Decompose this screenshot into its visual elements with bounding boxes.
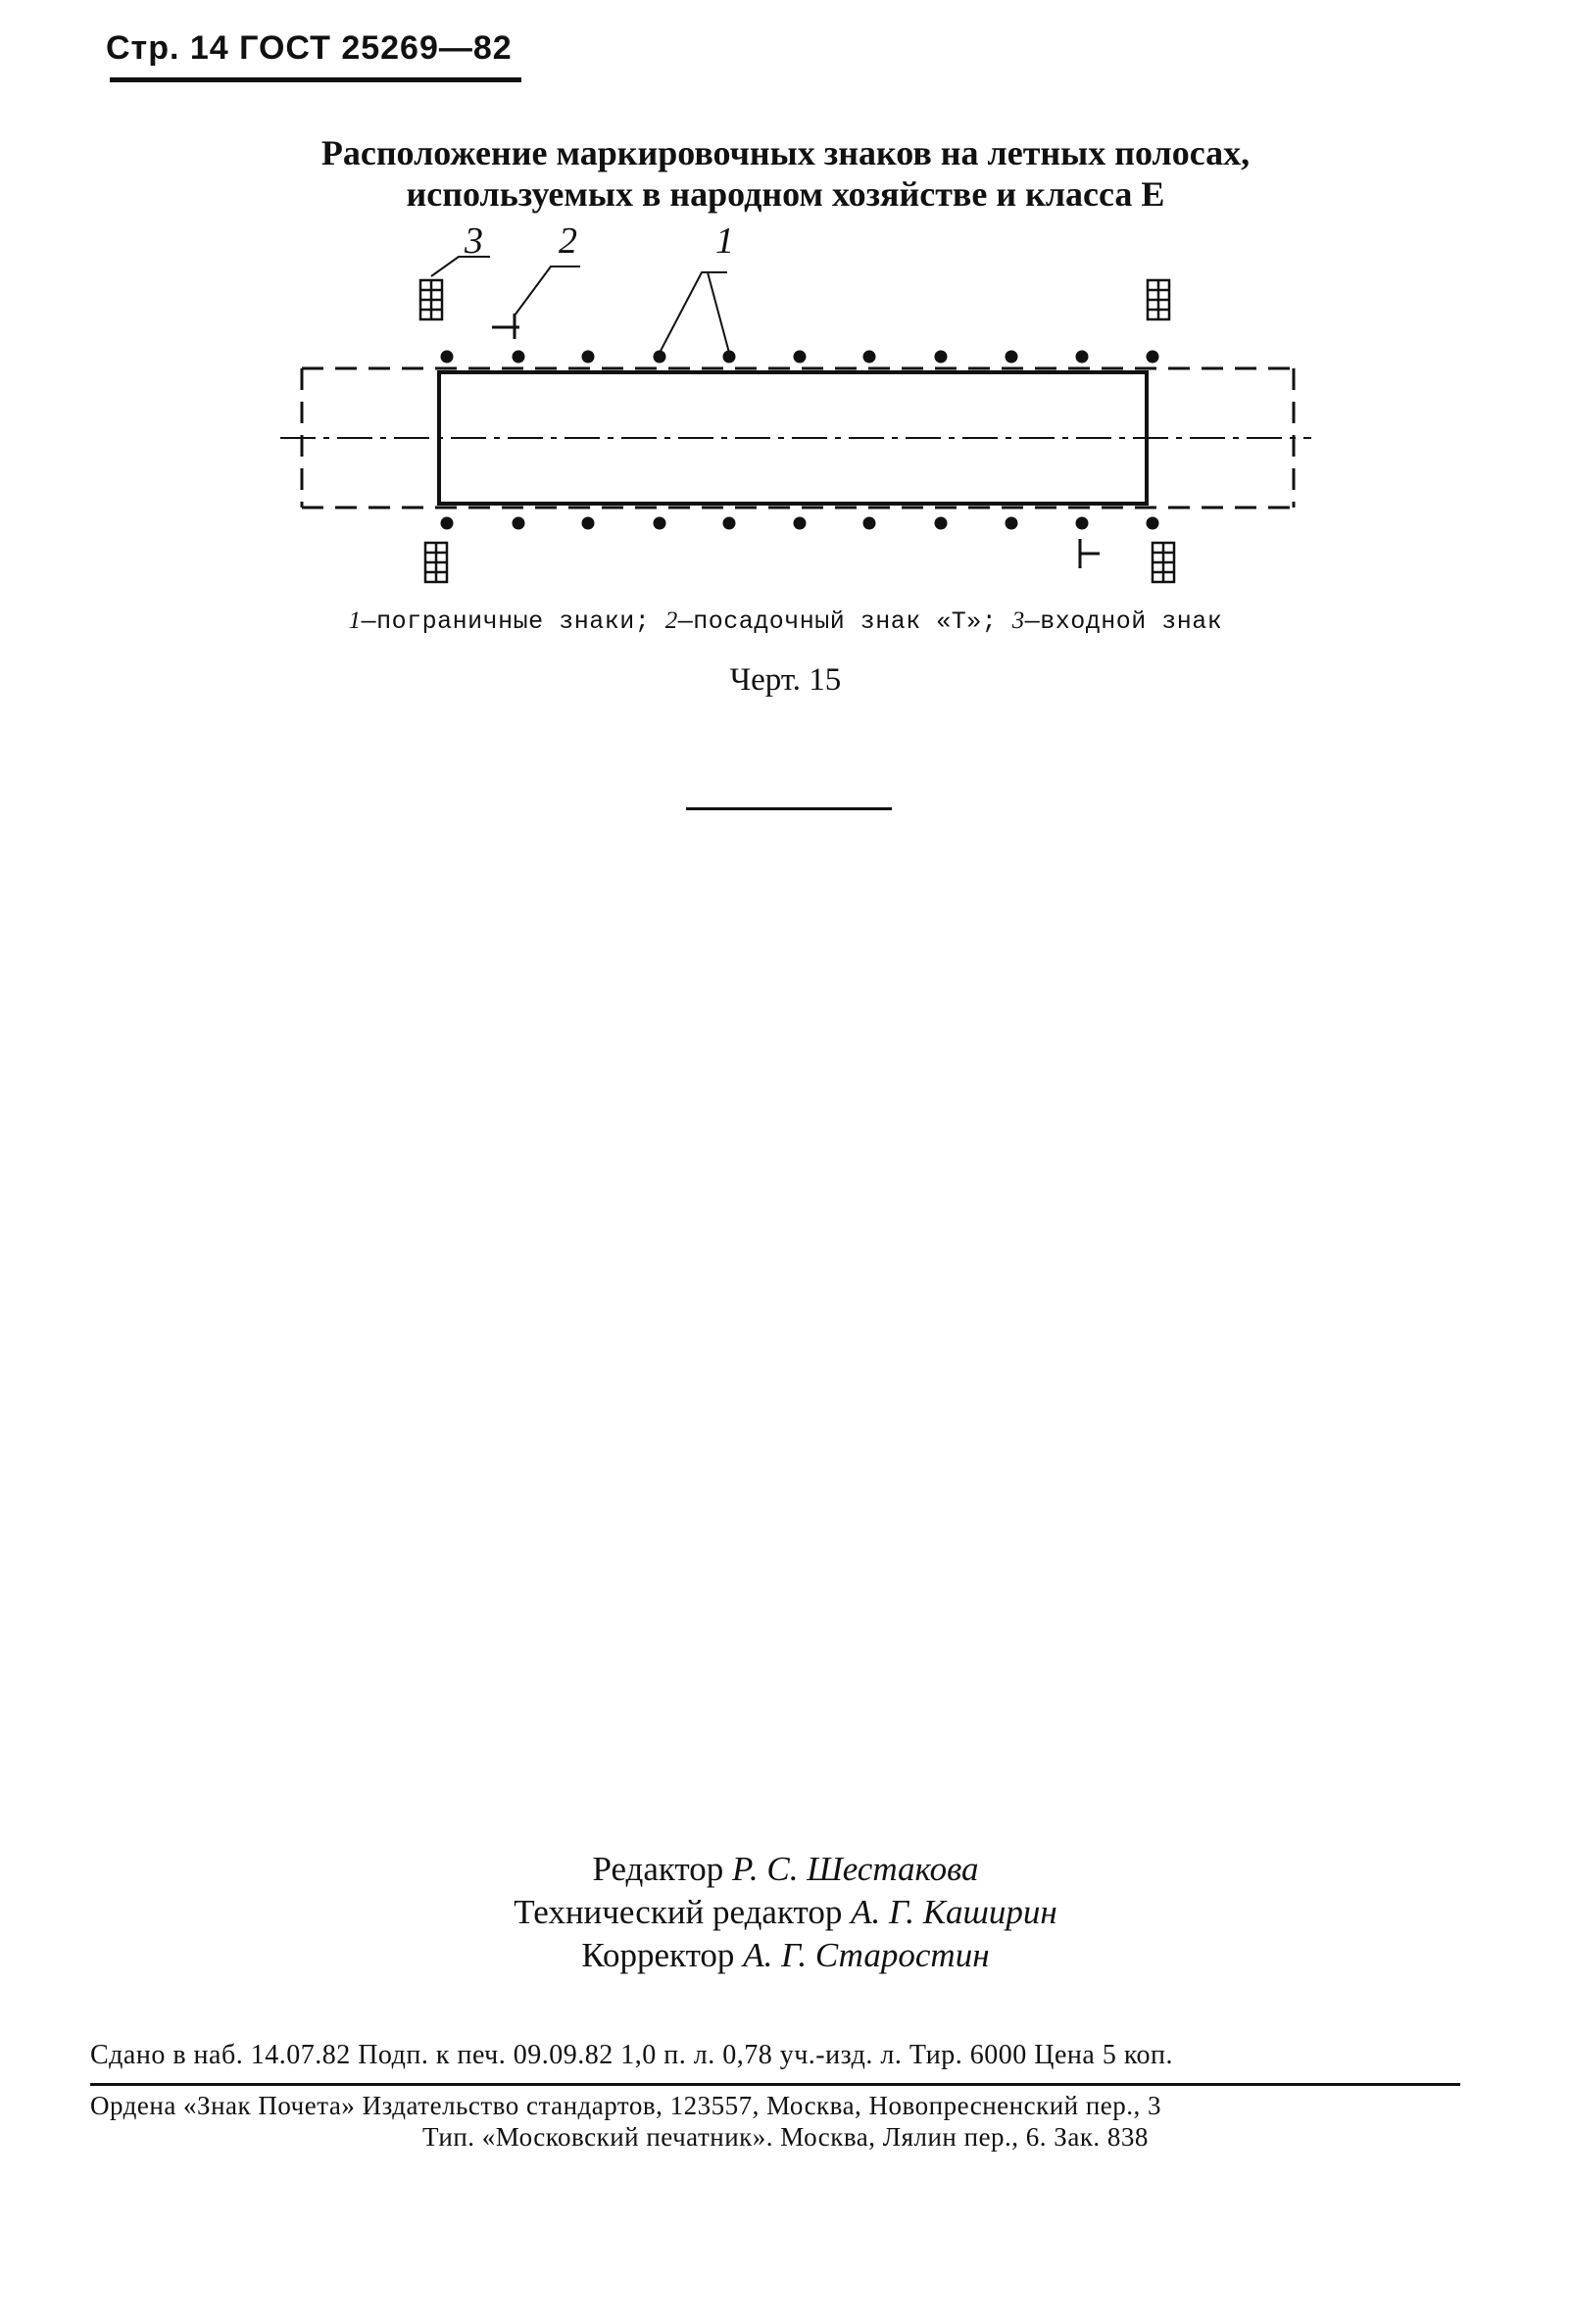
legend-num-2: 2 [664,607,678,634]
figure-label: Черт. 15 [729,662,842,698]
landing-t-sign-bottom [1080,539,1100,568]
callout-3-label: 3 [465,223,483,262]
imprint-line-1: Сдано в наб. 14.07.82 Подп. к печ. 09.09.82 1,0 п. л. 0,78 уч.-изд. л. Тир. 6000 Цена 5 коп. [90,2040,1173,2070]
header-underline [110,77,521,82]
legend-num-1: 1 [348,607,362,634]
entrance-signs [420,280,1174,582]
runway-marking-diagram [0,223,1571,596]
credit-proof-name: А. Г. Старостин [743,1936,990,1974]
credit-editor-name: Р. С. Шестакова [732,1850,979,1888]
callout-2-leader [515,266,580,315]
boundary-markers-top [441,351,1159,363]
callout-1-leader-a [660,272,727,353]
entrance-sign-bottom-right [1153,543,1174,582]
entrance-sign-bottom-left [425,543,447,582]
figure-title [0,132,1571,215]
imprint-rule [90,2083,1460,2086]
callout-1-leader-b [708,272,729,353]
callout-1-label: 1 [715,223,734,262]
legend-text-1: —пограничные знаки; [361,607,665,636]
section-divider [686,807,892,810]
legend-num-3: 3 [1011,607,1025,634]
credit-tech-role: Технический редактор [514,1893,843,1931]
credit-tech-editor [0,1893,1571,1932]
imprint-line-3: Тип. «Московский печатник». Москва, Лялин пер., 6. Зак. 838 [422,2122,1149,2152]
page-header: Стр. 14 ГОСТ 25269—82 [106,29,513,67]
credit-editor-role: Редактор [592,1850,724,1888]
callout-2-label: 2 [559,223,577,262]
credit-editor [0,1850,1571,1889]
landing-t-sign-top [492,314,519,339]
legend-text-3: —входной знак [1024,607,1223,636]
credit-proofreader [0,1936,1571,1975]
credit-proof-role: Корректор [581,1936,735,1974]
entrance-sign-top-right [1148,280,1169,319]
boundary-markers-bottom [441,517,1159,530]
imprint-line-2: Ордена «Знак Почета» Издательство стандартов, 123557, Москва, Новопресненский пер., 3 [90,2091,1162,2120]
figure-legend [0,607,1571,636]
entrance-sign-top-left [420,280,442,319]
figure-title-line-1: Расположение маркировочных знаков на летных полосах, [320,133,1251,172]
legend-text-2: —посадочный знак «Т»; [677,607,1012,636]
figure-title-line-2: используемых в народном хозяйстве и класса Е [406,174,1165,214]
credit-tech-name: А. Г. Каширин [851,1893,1057,1931]
